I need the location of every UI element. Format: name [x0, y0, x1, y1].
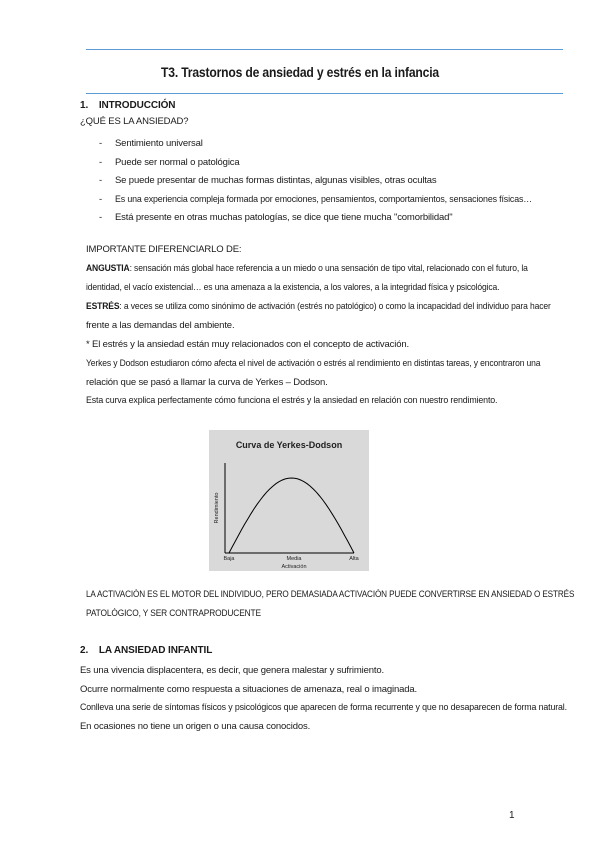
estres-paragraph: ESTRÉS: a veces se utiliza como sinónimo de activación (estrés no patológico) o como la incapacidad del individuo para hacer frente a las demandas del ambiente. — [86, 301, 551, 331]
yerkes-paragraph: Yerkes y Dodson estudiaron cómo afecta el nivel de activación o estrés al rendimiento en distintas tareas, y encontraron una relación que se pasó a llamar la curva de Yerkes – Dodson. — [86, 358, 541, 388]
angustia-paragraph: ANGUSTIA: sensación más global hace referencia a un miedo o una sensación de tipo vital, relacionado con el futuro, la identidad, el vacío existencial… es una amenaza a la existencia, a los valores, a la integridad física y psicológica. — [86, 263, 528, 293]
section1-question: ¿QUÉ ES LA ANSIEDAD? — [80, 116, 189, 127]
section2-line: Es una vivencia displacentera, es decir, que genera malestar y sufrimiento. — [80, 665, 384, 676]
y-axis-label: Rendimiento — [214, 492, 220, 524]
section1-heading: 1. INTRODUCCIÓN — [80, 100, 176, 111]
top-rule — [86, 49, 563, 50]
x-axis-label: Activación — [281, 564, 307, 570]
angustia-label: ANGUSTIA — [86, 263, 130, 274]
x-tick-label: Alta — [349, 556, 359, 562]
list-item: - Se puede presentar de muchas formas distintas, algunas visibles, otras ocultas — [99, 175, 437, 186]
section2-body — [80, 662, 600, 736]
page-title: T3. Trastornos de ansiedad y estrés en la infancia — [161, 65, 439, 80]
section2-line: Ocurre normalmente como respuesta a situaciones de amenaza, real o imaginada. — [80, 683, 417, 695]
yerkes-dodson-chart — [209, 430, 369, 571]
activation-note: * El estrés y la ansiedad están muy relacionados con el concepto de activación. — [86, 339, 409, 350]
section2-heading: 2. LA ANSIEDAD INFANTIL — [80, 645, 213, 656]
section2-line: En ocasiones no tiene un origen o una causa conocidos. — [80, 720, 311, 732]
important-note: IMPORTANTE DIFERENCIARLO DE: — [86, 244, 242, 255]
list-item: - Es una experiencia compleja formada por emociones, pensamientos, comportamientos, sensaciones físicas… — [99, 193, 532, 205]
page-number: 1 — [509, 810, 515, 821]
title-underline — [86, 93, 563, 94]
x-tick-label: Media — [286, 556, 302, 562]
x-tick-label: Baja — [223, 556, 235, 562]
list-item: - Puede ser normal o patológica — [99, 156, 240, 168]
curva-paragraph: Esta curva explica perfectamente cómo funciona el estrés y la ansiedad en relación con nuestro rendimiento. — [86, 395, 498, 406]
yerkes-dodson-curve — [229, 478, 354, 553]
conclusion-paragraph: LA ACTIVACIÓN ES EL MOTOR DEL INDIVIDUO, PERO DEMASIADA ACTIVACIÓN PUEDE CONVERTIRSE EN ANSIEDAD O ESTRÉS PATOLÓGICO, Y SER CONTRAPRODUCENTE — [86, 589, 575, 619]
section2-line: Conlleva una serie de síntomas físicos y psicológicos que aparecen de forma recurrente y que no desaparecen de forma natural. — [80, 702, 567, 713]
chart-title: Curva de Yerkes-Dodson — [235, 440, 343, 450]
list-item: - Sentimiento universal — [99, 138, 203, 149]
anxiety-bullet-list — [99, 135, 563, 228]
estres-label: ESTRÉS — [86, 301, 120, 312]
list-item: - Está presente en otras muchas patologías, se dice que tiene mucha "comorbilidad" — [99, 212, 453, 223]
